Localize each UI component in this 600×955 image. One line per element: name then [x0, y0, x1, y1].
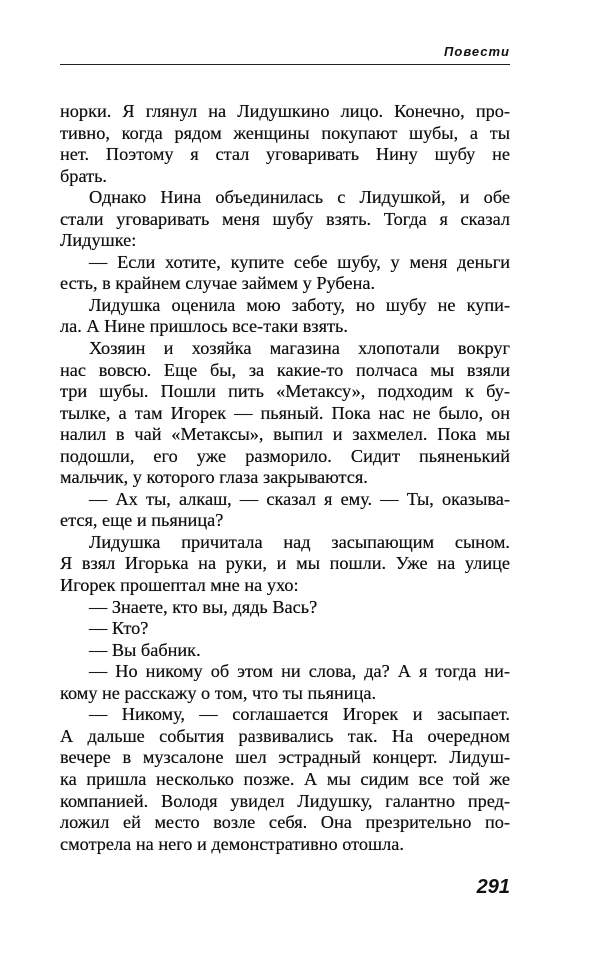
- text-line: — Вы бабник.: [89, 639, 201, 660]
- page-body-text: [60, 101, 510, 855]
- text-line: Лидушка оценила мою заботу, но шубу не купи-: [89, 294, 510, 315]
- text-line: нас вовсю. Еще бы, за какие-то полчаса мы взяли: [60, 359, 510, 380]
- text-line: — Но никому об этом ни слова, да? А я тогда ни-: [89, 661, 510, 682]
- text-line: есть, в крайнем случае займем у Рубена.: [60, 273, 376, 294]
- text-line: ется, еще и пьяница?: [60, 510, 224, 531]
- text-line: норки. Я глянул на Лидушкино лицо. Конечно, про-: [60, 101, 510, 121]
- text-line: Игорек прошептал мне на ухо:: [60, 575, 299, 596]
- text-line: — Знаете, кто вы, дядь Вась?: [89, 596, 318, 617]
- text-line: брать.: [60, 165, 107, 186]
- text-line: Я взял Игорька на руки, и мы пошли. Уже на улице: [60, 553, 510, 574]
- text-line: Лидушка причитала над засыпающим сыном.: [89, 531, 510, 552]
- text-line: тивно, когда рядом женщины покупают шубы, а ты: [60, 122, 510, 143]
- text-line: Лидушке:: [60, 230, 137, 251]
- text-line: смотрела на него и демонстративно отошла.: [60, 833, 404, 854]
- text-line: компанией. Володя увидел Лидушку, галантно пред-: [60, 790, 510, 811]
- text-line: — Кто?: [89, 618, 149, 639]
- text-line: три шубы. Пошли пить «Метаксу», подходим к бу-: [60, 381, 510, 402]
- page-number: 291: [476, 876, 510, 898]
- text-line: нет. Поэтому я стал уговаривать Нину шубу не: [60, 144, 510, 165]
- text-line: — Ах ты, алкаш, — сказал я ему. — Ты, оказыва-: [89, 488, 510, 509]
- text-line: налил в чай «Метаксы», выпил и захмелел. Пока мы: [60, 424, 510, 445]
- text-line: тылке, а там Игорек — пьяный. Пока нас не было, он: [60, 402, 510, 423]
- text-line: Хозяин и хозяйка магазина хлопотали вокруг: [89, 338, 510, 359]
- text-line: ка пришла несколько позже. А мы сидим все той же: [60, 768, 510, 789]
- text-line: — Никому, — соглашается Игорек и засыпает.: [89, 704, 510, 725]
- text-line: ла. А Нине пришлось все-таки взять.: [60, 316, 348, 337]
- running-title: Повести: [444, 44, 510, 59]
- text-line: кому не расскажу о том, что ты пьяница.: [60, 682, 377, 703]
- text-line: Однако Нина объединилась с Лидушкой, и обе: [89, 187, 510, 208]
- text-line: А дальше события развивались так. На очередном: [60, 725, 510, 746]
- text-line: — Если хотите, купите себе шубу, у меня деньги: [89, 251, 510, 272]
- text-line: ложил ей место возле себя. Она презрительно по-: [60, 812, 510, 833]
- text-line: подошли, его уже разморило. Сидит пьяненький: [60, 445, 510, 466]
- text-line: мальчик, у которого глаза закрываются.: [60, 467, 368, 488]
- text-line: вечере в музсалоне шел эстрадный концерт. Лидуш-: [60, 747, 510, 768]
- running-header: [60, 44, 510, 65]
- text-line: стали уговаривать меня шубу взять. Тогда я сказал: [60, 208, 510, 229]
